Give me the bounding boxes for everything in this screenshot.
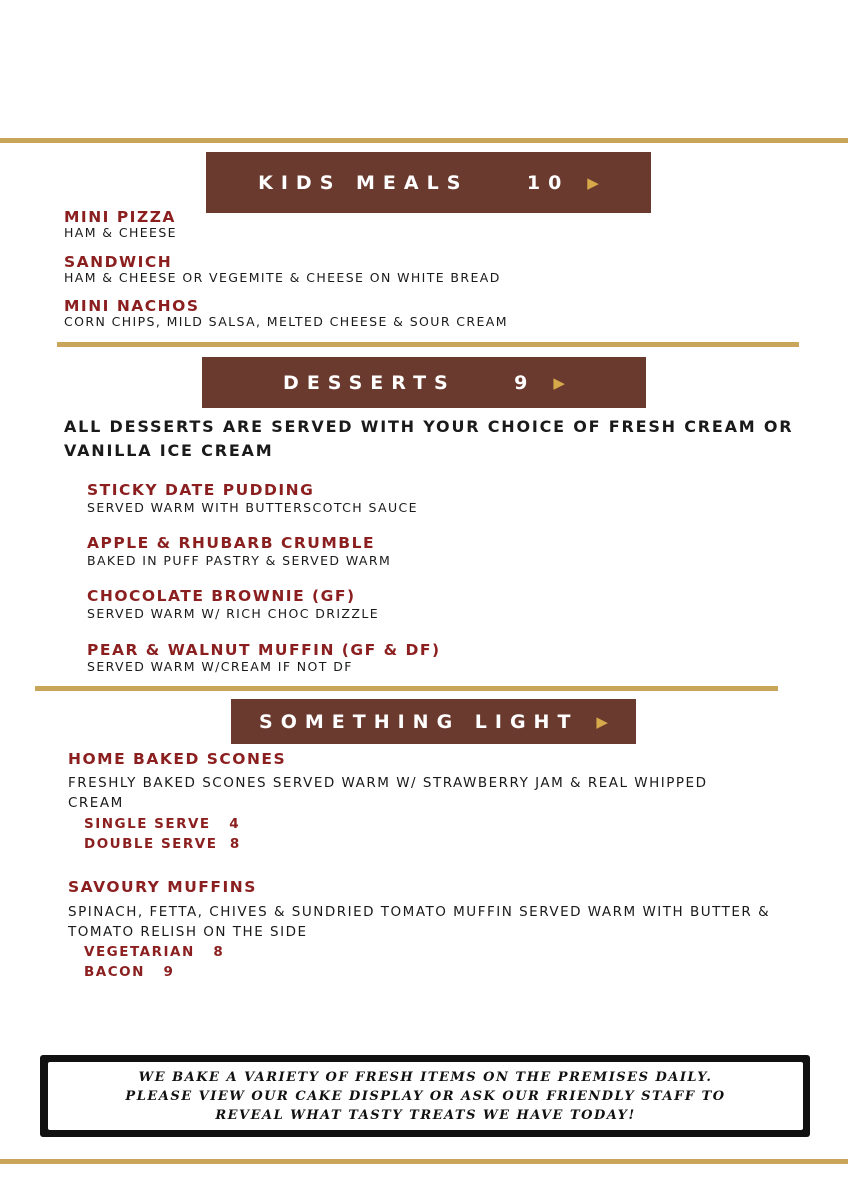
kids-meals-title: KIDS MEALS 10: [258, 171, 570, 194]
kids-item-desc: HAM & CHEESE OR VEGEMITE & CHEESE ON WHITE BREAD: [64, 270, 501, 285]
kids-meals-banner: [206, 152, 651, 213]
desserts-banner: [202, 357, 646, 408]
dessert-item-desc: SERVED WARM W/CREAM IF NOT DF: [87, 659, 353, 674]
dessert-item-name: APPLE & RHUBARB CRUMBLE: [87, 534, 376, 552]
dessert-item-desc: SERVED WARM W/ RICH CHOC DRIZZLE: [87, 606, 380, 621]
kids-item-name: SANDWICH: [64, 253, 173, 271]
scones-option: SINGLE SERVE 4: [84, 816, 241, 832]
muffins-name: SAVOURY MUFFINS: [68, 878, 257, 896]
dessert-item-desc: SERVED WARM WITH BUTTERSCOTCH SAUCE: [87, 500, 418, 515]
something-light-banner: [231, 699, 636, 744]
play-arrow-icon: ▶: [553, 373, 565, 392]
something-light-title: SOMETHING LIGHT: [259, 710, 579, 733]
muffins-desc: SPINACH, FETTA, CHIVES & SUNDRIED TOMATO MUFFIN SERVED WARM WITH BUTTER & TOMATO RELISH ON THE SIDE: [68, 904, 771, 940]
dessert-item-name: PEAR & WALNUT MUFFIN (GF & DF): [87, 641, 441, 659]
bottom-divider: [0, 1159, 848, 1164]
desserts-intro: ALL DESSERTS ARE SERVED WITH YOUR CHOICE OF FRESH CREAM OR VANILLA ICE CREAM: [64, 417, 794, 460]
top-divider: [0, 138, 848, 143]
kids-item-name: MINI PIZZA: [64, 208, 176, 226]
dessert-item-name: CHOCOLATE BROWNIE (GF): [87, 587, 356, 605]
muffins-option: VEGETARIAN 8: [84, 944, 225, 960]
dessert-item-name: STICKY DATE PUDDING: [87, 481, 315, 499]
scones-desc: FRESHLY BAKED SCONES SERVED WARM W/ STRAWBERRY JAM & REAL WHIPPED CREAM: [68, 775, 708, 811]
dessert-item-desc: BAKED IN PUFF PASTRY & SERVED WARM: [87, 553, 392, 568]
notice-text: WE BAKE A VARIETY OF FRESH ITEMS ON THE PREMISES DAILY. PLEASE VIEW OUR CAKE DISPLAY OR ASK OUR FRIENDLY STAFF TO REVEAL WHAT TASTY TREATS WE HAVE TODAY!: [125, 1069, 726, 1123]
muffins-option: BACON 9: [84, 964, 175, 980]
notice-box: [48, 1062, 803, 1130]
kids-item-name: MINI NACHOS: [64, 297, 200, 315]
kids-item-desc: HAM & CHEESE: [64, 225, 177, 240]
desserts-title: DESSERTS 9: [283, 371, 536, 394]
desserts-divider: [35, 686, 778, 691]
scones-option: DOUBLE SERVE 8: [84, 836, 241, 852]
play-arrow-icon: ▶: [587, 173, 599, 192]
kids-divider: [57, 342, 799, 347]
kids-item-desc: CORN CHIPS, MILD SALSA, MELTED CHEESE & SOUR CREAM: [64, 314, 508, 329]
play-arrow-icon: ▶: [596, 712, 608, 731]
scones-name: HOME BAKED SCONES: [68, 750, 287, 768]
